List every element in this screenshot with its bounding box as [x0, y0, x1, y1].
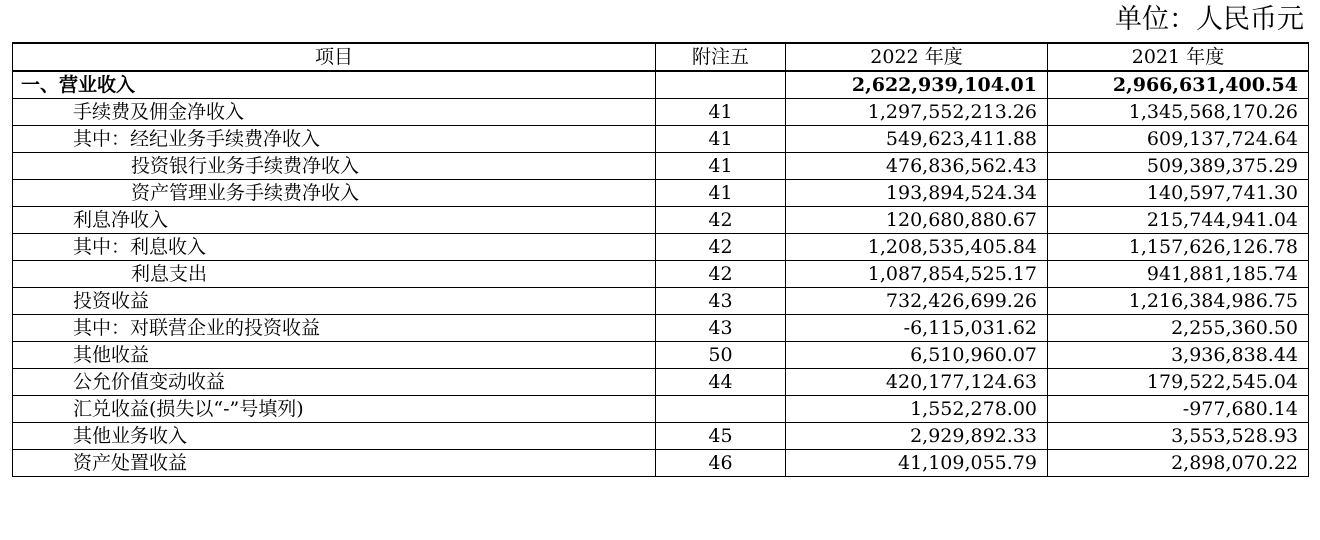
row-value-2022: 41,109,055.79: [786, 450, 1048, 477]
row-value-2022: 1,297,552,213.26: [786, 99, 1048, 126]
row-value-2021: 1,157,626,126.78: [1048, 234, 1309, 261]
table-row: [13, 126, 1309, 153]
row-item-label: 利息净收入: [13, 207, 656, 234]
row-value-2022: -6,115,031.62: [786, 315, 1048, 342]
row-value-2021: 509,389,375.29: [1048, 153, 1309, 180]
row-note: 41: [656, 99, 786, 126]
row-value-2022: 420,177,124.63: [786, 369, 1048, 396]
row-value-2022: 1,552,278.00: [786, 396, 1048, 423]
table-header-row: [13, 43, 1309, 71]
row-value-2021: 215,744,941.04: [1048, 207, 1309, 234]
row-note: 45: [656, 423, 786, 450]
table-row: [13, 234, 1309, 261]
row-note: 43: [656, 288, 786, 315]
row-item-label: 其他收益: [13, 342, 656, 369]
row-item-label: 其中：对联营企业的投资收益: [13, 315, 656, 342]
table-row: [13, 99, 1309, 126]
row-item-label: 公允价值变动收益: [13, 369, 656, 396]
row-value-2022: 193,894,524.34: [786, 180, 1048, 207]
table-row: [13, 369, 1309, 396]
row-note: [656, 396, 786, 423]
row-value-2021: 2,898,070.22: [1048, 450, 1309, 477]
row-note: 42: [656, 261, 786, 288]
row-value-2021: 609,137,724.64: [1048, 126, 1309, 153]
row-value-2022: 120,680,880.67: [786, 207, 1048, 234]
row-item-label: 其中：经纪业务手续费净收入: [13, 126, 656, 153]
row-value-2021: 2,966,631,400.54: [1048, 71, 1309, 99]
row-value-2022: 549,623,411.88: [786, 126, 1048, 153]
row-value-2021: 1,345,568,170.26: [1048, 99, 1309, 126]
row-note: 44: [656, 369, 786, 396]
row-value-2022: 476,836,562.43: [786, 153, 1048, 180]
row-item-label: 投资银行业务手续费净收入: [13, 153, 656, 180]
table-row: [13, 315, 1309, 342]
row-note: 46: [656, 450, 786, 477]
row-value-2022: 1,087,854,525.17: [786, 261, 1048, 288]
row-note: 41: [656, 126, 786, 153]
row-note: 41: [656, 153, 786, 180]
table-row: [13, 180, 1309, 207]
row-item-label: 投资收益: [13, 288, 656, 315]
table-row: [13, 261, 1309, 288]
row-value-2021: 3,936,838.44: [1048, 342, 1309, 369]
header-year-2022: 2022 年度: [786, 43, 1048, 71]
table-row: [13, 450, 1309, 477]
row-note: 43: [656, 315, 786, 342]
header-note: 附注五: [656, 43, 786, 71]
table-row: [13, 396, 1309, 423]
row-note: 41: [656, 180, 786, 207]
row-note: [656, 71, 786, 99]
row-item-label: 其中：利息收入: [13, 234, 656, 261]
unit-label: 单位：人民币元: [1115, 4, 1304, 35]
row-item-label: 汇兑收益(损失以“-”号填列): [13, 396, 656, 423]
table-row: [13, 288, 1309, 315]
row-value-2021: 2,255,360.50: [1048, 315, 1309, 342]
income-statement-table: [12, 42, 1309, 477]
row-item-label: 资产管理业务手续费净收入: [13, 180, 656, 207]
row-value-2022: 2,929,892.33: [786, 423, 1048, 450]
row-value-2022: 732,426,699.26: [786, 288, 1048, 315]
row-value-2021: 3,553,528.93: [1048, 423, 1309, 450]
row-value-2021: 1,216,384,986.75: [1048, 288, 1309, 315]
row-value-2021: 140,597,741.30: [1048, 180, 1309, 207]
table-row: [13, 207, 1309, 234]
table-row: [13, 71, 1309, 99]
row-item-label: 一、营业收入: [13, 71, 656, 99]
row-value-2022: 2,622,939,104.01: [786, 71, 1048, 99]
row-item-label: 利息支出: [13, 261, 656, 288]
header-item: 项目: [13, 43, 656, 71]
table-row: [13, 342, 1309, 369]
header-year-2021: 2021 年度: [1048, 43, 1309, 71]
row-value-2021: 179,522,545.04: [1048, 369, 1309, 396]
row-note: 42: [656, 207, 786, 234]
row-item-label: 其他业务收入: [13, 423, 656, 450]
table-row: [13, 153, 1309, 180]
row-value-2021: 941,881,185.74: [1048, 261, 1309, 288]
row-value-2022: 6,510,960.07: [786, 342, 1048, 369]
row-value-2021: -977,680.14: [1048, 396, 1309, 423]
row-item-label: 手续费及佣金净收入: [13, 99, 656, 126]
row-item-label: 资产处置收益: [13, 450, 656, 477]
table-row: [13, 423, 1309, 450]
row-note: 50: [656, 342, 786, 369]
table-body: [13, 71, 1309, 477]
row-value-2022: 1,208,535,405.84: [786, 234, 1048, 261]
row-note: 42: [656, 234, 786, 261]
